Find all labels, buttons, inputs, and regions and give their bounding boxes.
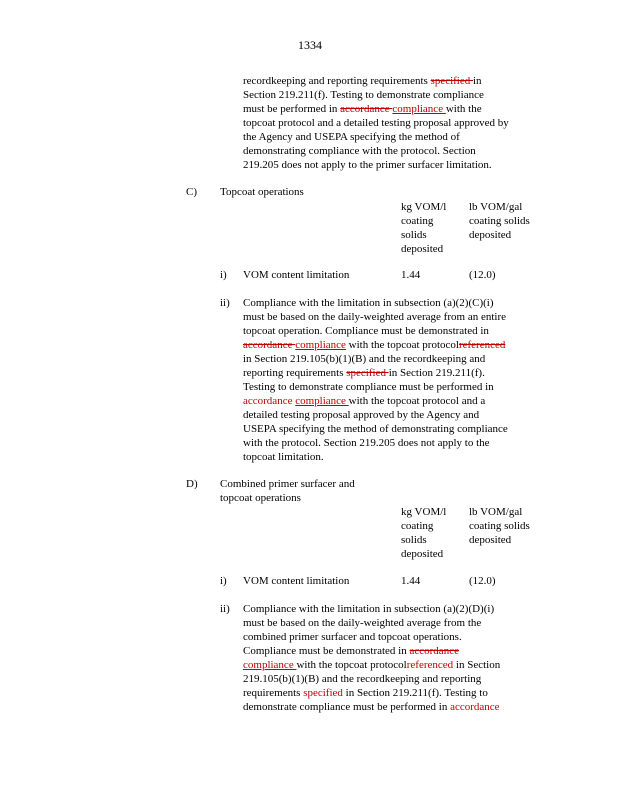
col-kg-line: kg VOM/l <box>401 201 447 213</box>
col-lb-line: deposited <box>469 534 512 546</box>
intro-line: demonstrating compliance with the protocol. Section <box>243 145 476 157</box>
d-ii-line: 219.105(b)(1)(B) and the recordkeeping and reporting <box>243 673 482 685</box>
intro-line: the Agency and USEPA specifying the method of <box>243 131 460 143</box>
page-number: 1334 <box>298 38 322 52</box>
section-d-title <box>220 477 355 505</box>
section-c-col-kg <box>401 200 446 256</box>
c-ii-line: reporting requirements specified in Section 219.211(f). <box>243 367 485 379</box>
c-ii-line: accordance compliance with the topcoat protocol and a <box>243 395 486 407</box>
d-ii-line: Compliance must be demonstrated in accordance <box>243 645 459 657</box>
col-lb-line: lb VOM/gal <box>469 506 523 518</box>
section-c-item-i-lb: (12.0) <box>469 269 496 281</box>
col-lb-line: lb VOM/gal <box>469 201 523 213</box>
d-ii-line: combined primer surfacer and topcoat operations. <box>243 631 462 643</box>
intro-paragraph <box>243 74 543 172</box>
intro-line: must be performed in accordance compliance with the <box>243 103 482 115</box>
section-d-item-ii-num: ii) <box>220 603 230 615</box>
c-ii-line: Testing to demonstrate compliance must be performed in <box>243 381 494 393</box>
d-ii-line: requirements specified in Section 219.211(f). Testing to <box>243 687 488 699</box>
section-d-item-i-label: VOM content limitation <box>243 575 350 587</box>
col-kg-line: solids <box>401 534 427 546</box>
d-ii-line: must be based on the daily-weighted average from the <box>243 617 482 629</box>
col-kg-line: solids <box>401 229 427 241</box>
c-ii-line: detailed testing proposal approved by the Agency and <box>243 409 480 421</box>
col-kg-line: kg VOM/l <box>401 506 447 518</box>
section-d-item-i-lb: (12.0) <box>469 575 496 587</box>
section-c-item-ii-num: ii) <box>220 297 230 309</box>
col-kg-line: deposited <box>401 548 444 560</box>
col-kg-line: coating <box>401 215 434 227</box>
intro-line: 219.205 does not apply to the primer surfacer limitation. <box>243 159 492 171</box>
section-c-item-i-num: i) <box>220 269 227 281</box>
c-ii-line: USEPA specifying the method of demonstrating compliance <box>243 423 508 435</box>
col-lb-line: coating solids <box>469 520 530 532</box>
col-kg-line: coating <box>401 520 434 532</box>
c-ii-line: in Section 219.105(b)(1)(B) and the recordkeeping and <box>243 353 486 365</box>
section-d-letter: D) <box>186 478 198 490</box>
intro-line: topcoat protocol and a detailed testing proposal approved by <box>243 117 509 129</box>
section-d-title-line: Combined primer surfacer and <box>220 478 355 490</box>
c-ii-line: topcoat limitation. <box>243 451 324 463</box>
section-c-item-i-kg: 1.44 <box>401 269 421 281</box>
d-ii-line: compliance with the topcoat protocolreferenced in Section <box>243 659 501 671</box>
c-ii-line: must be based on the daily-weighted average from an entire <box>243 311 506 323</box>
section-d-col-kg <box>401 505 446 561</box>
d-ii-line: demonstrate compliance must be performed in accordance <box>243 701 500 713</box>
col-kg-line: deposited <box>401 243 444 255</box>
c-ii-line: with the protocol. Section 219.205 does not apply to the <box>243 437 490 449</box>
col-lb-line: deposited <box>469 229 512 241</box>
section-c-letter: C) <box>186 186 197 198</box>
intro-line: recordkeeping and reporting requirements specified in <box>243 75 482 87</box>
section-d-item-i-num: i) <box>220 575 227 587</box>
c-ii-line: topcoat operation. Compliance must be demonstrated in <box>243 325 489 337</box>
intro-line: Section 219.211(f). Testing to demonstrate compliance <box>243 89 484 101</box>
c-ii-line: Compliance with the limitation in subsection (a)(2)(C)(i) <box>243 297 494 309</box>
section-d-col-lb <box>469 505 530 547</box>
d-ii-line: Compliance with the limitation in subsection (a)(2)(D)(i) <box>243 603 495 615</box>
section-d-item-ii-text <box>243 602 543 714</box>
section-c-col-lb <box>469 200 530 242</box>
col-lb-line: coating solids <box>469 215 530 227</box>
c-ii-line: accordance compliance with the topcoat protocolreferenced <box>243 339 506 351</box>
section-d-item-i-kg: 1.44 <box>401 575 421 587</box>
section-d-title-line: topcoat operations <box>220 492 301 504</box>
section-c-item-ii-text <box>243 296 543 464</box>
section-c-title: Topcoat operations <box>220 186 304 198</box>
section-c-item-i-label: VOM content limitation <box>243 269 350 281</box>
